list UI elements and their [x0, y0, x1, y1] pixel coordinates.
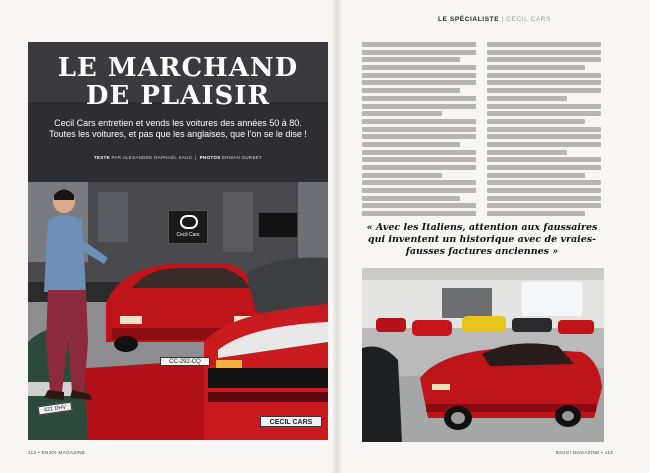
text-line [487, 165, 601, 170]
text-line [362, 157, 476, 162]
text-line [362, 203, 476, 208]
title-line-1: LE MARCHAND [57, 53, 299, 83]
sign-text: Cecil Cars [176, 232, 200, 238]
text-line [362, 150, 476, 155]
credit-text-value: PAR ALEXANDRE RAPHAËL KAUS [111, 155, 193, 160]
text-line [487, 80, 601, 85]
credit-photo-value: ERWAN GURBET [222, 155, 263, 160]
credit-photo-label: PHOTOS [199, 155, 221, 160]
text-line [362, 165, 476, 170]
text-line [362, 142, 460, 147]
text-line [362, 111, 442, 116]
plate-left-car: 421 DHV [38, 402, 73, 416]
text-line [362, 180, 476, 185]
text-line [487, 134, 601, 139]
text-line [487, 196, 601, 201]
text-line [487, 188, 601, 193]
text-line [362, 127, 476, 132]
plate-front-car: CECIL CARS [260, 416, 322, 427]
text-line [487, 42, 601, 47]
page-gutter [332, 0, 342, 473]
text-line [362, 188, 476, 193]
cecil-cars-sign [168, 210, 208, 244]
text-line [487, 88, 601, 93]
text-line [362, 173, 442, 178]
credit-text-label: TEXTE [93, 155, 110, 160]
text-line [487, 150, 567, 155]
text-line [487, 127, 601, 132]
text-line [487, 142, 601, 147]
body-text-column-2 [487, 42, 601, 222]
text-line [362, 50, 476, 55]
section-subname: CECIL CARS [506, 16, 552, 23]
text-line [487, 173, 585, 178]
text-line [487, 73, 601, 78]
garage-photo [362, 268, 604, 442]
text-line [362, 96, 476, 101]
text-line [362, 104, 476, 109]
garage-illustration [362, 268, 604, 442]
text-line [487, 50, 601, 55]
text-line [487, 57, 601, 62]
text-line [362, 134, 476, 139]
section-separator: | [501, 16, 504, 23]
text-line [362, 73, 476, 78]
text-line [362, 196, 460, 201]
text-line [487, 65, 585, 70]
text-line [487, 203, 601, 208]
text-line [487, 119, 585, 124]
text-line [487, 180, 601, 185]
text-line [362, 119, 476, 124]
text-line [487, 157, 601, 162]
text-line [487, 96, 567, 101]
text-line [362, 88, 460, 93]
pull-quote: « Avec les Italiens, attention aux faussaires qui inventent un historique avec de vraies-fausses factures anciennes » [366, 222, 598, 257]
body-text-column-1 [362, 42, 476, 222]
page-footer-left: 114 • ENJOI MAGAZINE [28, 450, 86, 455]
plate-red-ferrari: CC-292-CQ [160, 357, 210, 366]
text-line [362, 42, 476, 47]
section-header [438, 16, 551, 23]
text-line [362, 211, 476, 216]
article-subtitle: Cecil Cars entretien et vends les voitures des années 50 à 80. Toutes les voitures, et pas que les anglaises, que l'on se le dise ! [49, 118, 307, 139]
text-line [487, 111, 601, 116]
wall-screen [258, 212, 298, 238]
hero-photo [28, 42, 328, 440]
text-line [362, 57, 460, 62]
text-line [487, 104, 601, 109]
page-footer-right: ENJOI MAGAZINE • 115 [556, 450, 614, 455]
cecil-logo-icon [180, 215, 198, 229]
article-title [28, 54, 328, 110]
title-line-2: DE PLAISIR [85, 81, 271, 111]
text-line [487, 211, 585, 216]
text-line [362, 65, 476, 70]
text-line [362, 80, 476, 85]
section-name: LE SPÉCIALISTE [438, 16, 500, 23]
article-credits: TEXTE PAR ALEXANDRE RAPHAËL KAUS | PHOTOS ERWAN GURBET [93, 155, 263, 160]
